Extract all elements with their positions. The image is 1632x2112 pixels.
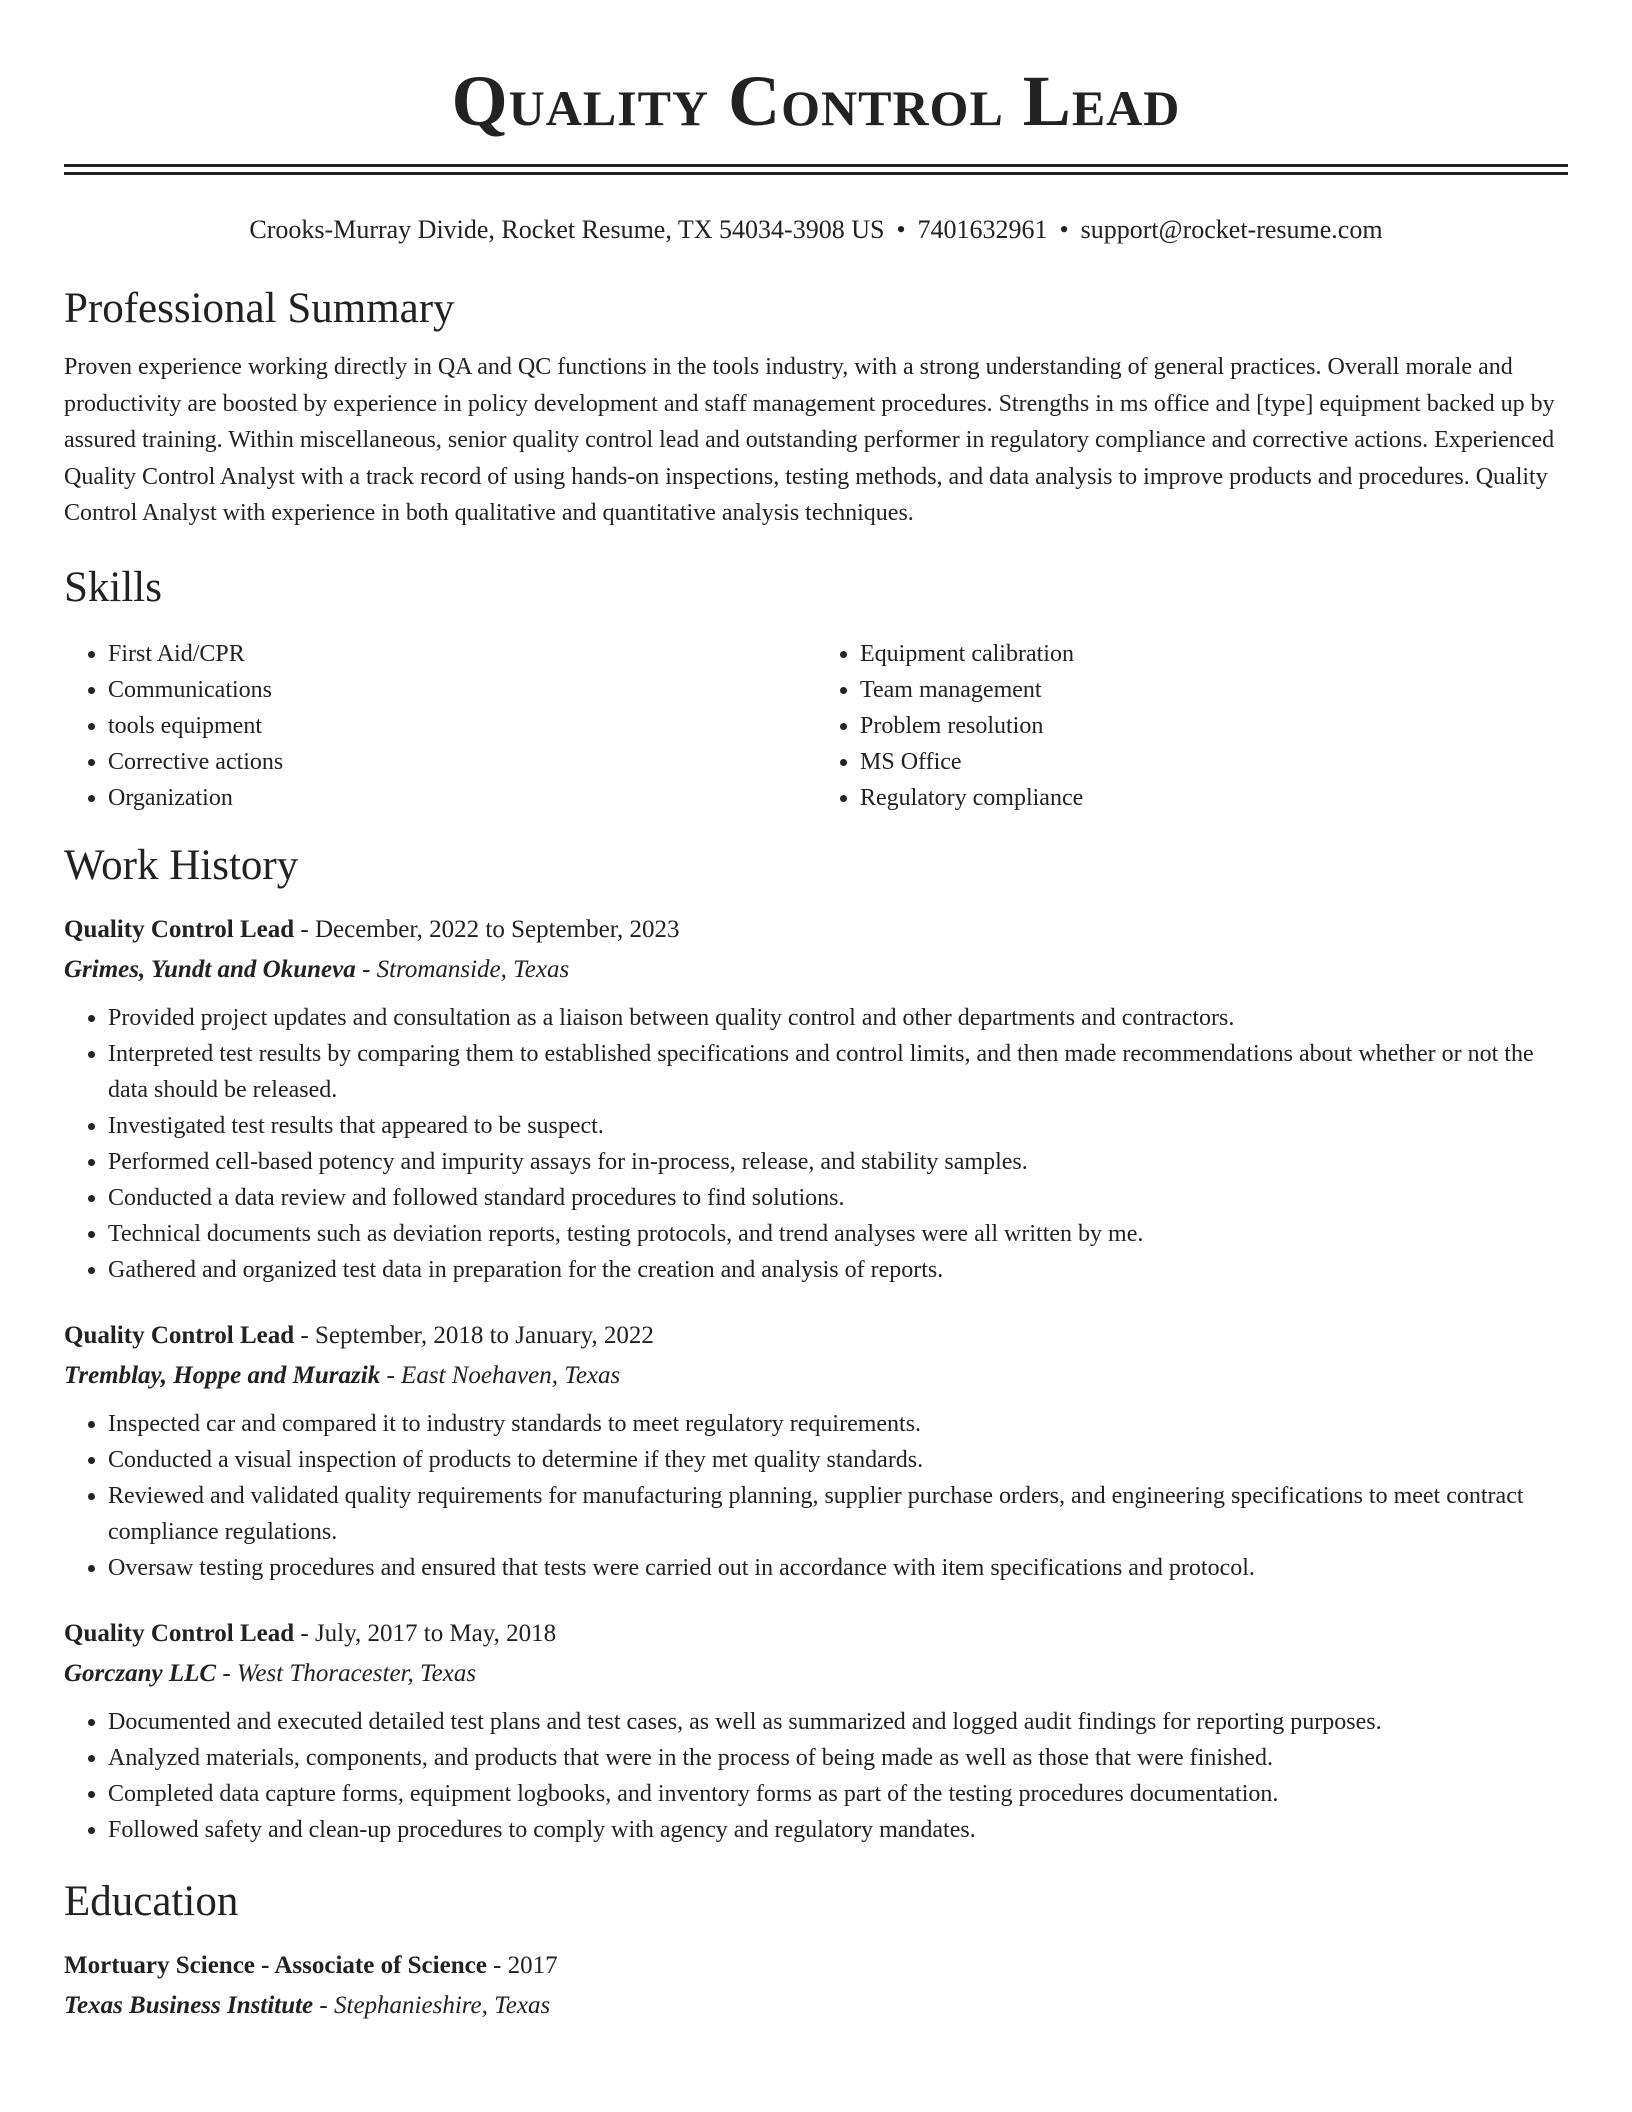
skill-item: • First Aid/CPR: [108, 636, 816, 672]
job-bullet: • Documented and executed detailed test plans and test cases, as well as summarized and logged audit findings for reporting purposes.: [108, 1704, 1568, 1740]
job-company-line: Tremblay, Hoppe and Murazik - East Noehaven, Texas: [64, 1361, 621, 1389]
job-bullets: [64, 1000, 1568, 1288]
job-bullet: • Conducted a data review and followed standard procedures to find solutions.: [108, 1180, 1568, 1216]
job-company-line: Grimes, Yundt and Okuneva - Stromanside, Texas: [64, 955, 570, 983]
skills-list: [64, 636, 1568, 816]
work-history-heading: Work History: [64, 841, 299, 889]
contact-address: Crooks-Murray Divide, Rocket Resume, TX 54034-3908 US: [249, 215, 885, 244]
skills-column-left: [64, 636, 816, 816]
job-location: Stromanside, Texas: [376, 955, 570, 983]
skills-heading: Skills: [64, 563, 162, 611]
job-title-line: Quality Control Lead - July, 2017 to May, 2018: [64, 1619, 557, 1647]
skill-item: • Organization: [108, 780, 816, 816]
job-title: Quality Control Lead: [64, 915, 295, 943]
job-bullet: • Oversaw testing procedures and ensured that tests were carried out in accordance with item specifications and protocol.: [108, 1550, 1568, 1586]
job-company: Tremblay, Hoppe and Murazik: [64, 1361, 381, 1389]
job-location: East Noehaven, Texas: [401, 1361, 621, 1389]
job-bullets: [64, 1704, 1568, 1848]
job-title: Quality Control Lead: [64, 1321, 295, 1349]
education-heading: Education: [64, 1877, 239, 1925]
contact-phone: 7401632961: [917, 215, 1048, 244]
job-title-line: Quality Control Lead - September, 2018 to January, 2022: [64, 1321, 654, 1349]
contact-separator: •: [1059, 215, 1069, 244]
job-title-line: Quality Control Lead - December, 2022 to September, 2023: [64, 915, 680, 943]
job-entry: [64, 910, 1568, 1288]
job-company: Gorczany LLC: [64, 1659, 217, 1687]
summary-text: Proven experience working directly in QA and QC functions in the tools industry, with a strong understanding of general practices. Overall morale and productivity are boosted by experience in policy development and staff management procedures. Strengths in ms office and [type] equipment backed up by assured training. Within miscellaneous, senior quality control lead and outstanding performer in regulatory compliance and corrective actions. Experienced Quality Control Analyst with a track record of using hands-on inspections, testing methods, and data analysis to improve products and procedures. Quality Control Analyst with experience in both qualitative and quantitative analysis techniques.: [64, 354, 1555, 526]
education-entry: [64, 1946, 1568, 2026]
education-school-line: Texas Business Institute - Stephanieshire, Texas: [64, 1991, 551, 2019]
job-company: Grimes, Yundt and Okuneva: [64, 955, 356, 983]
skill-item: • Equipment calibration: [860, 636, 1568, 672]
skill-item: • MS Office: [860, 744, 1568, 780]
skill-item: • tools equipment: [108, 708, 816, 744]
job-location: West Thoracester, Texas: [236, 1659, 477, 1687]
job-dates: September, 2018 to January, 2022: [314, 1321, 654, 1349]
skill-item: • Corrective actions: [108, 744, 816, 780]
education-degree-line: Mortuary Science - Associate of Science - 2017: [64, 1951, 558, 1979]
resume-name: Quality Control Lead: [451, 61, 1181, 141]
skill-item: • Communications: [108, 672, 816, 708]
contact-separator: •: [896, 215, 906, 244]
job-entry: [64, 1614, 1568, 1848]
job-dates: July, 2017 to May, 2018: [314, 1619, 557, 1647]
job-bullet: • Conducted a visual inspection of products to determine if they met quality standards.: [108, 1442, 1568, 1478]
skills-column-right: [816, 636, 1568, 816]
skill-item: • Regulatory compliance: [860, 780, 1568, 816]
education-location: Stephanieshire, Texas: [334, 1991, 551, 2019]
education-year: 2017: [507, 1951, 558, 1979]
job-bullet: • Technical documents such as deviation reports, testing protocols, and trend analyses were all written by me.: [108, 1216, 1568, 1252]
job-bullet: • Performed cell-based potency and impurity assays for in-process, release, and stability samples.: [108, 1144, 1568, 1180]
contact-email: support@rocket-resume.com: [1080, 215, 1383, 244]
education-degree: Mortuary Science - Associate of Science: [64, 1951, 487, 1979]
skill-item: • Problem resolution: [860, 708, 1568, 744]
job-bullet: • Analyzed materials, components, and products that were in the process of being made as well as those that were finished.: [108, 1740, 1568, 1776]
job-bullet: • Inspected car and compared it to industry standards to meet regulatory requirements.: [108, 1406, 1568, 1442]
job-bullet: • Provided project updates and consultation as a liaison between quality control and other departments and contractors.: [108, 1000, 1568, 1036]
job-bullet: • Gathered and organized test data in preparation for the creation and analysis of reports.: [108, 1252, 1568, 1288]
job-bullet: • Investigated test results that appeared to be suspect.: [108, 1108, 1568, 1144]
education-school: Texas Business Institute: [64, 1991, 314, 2019]
job-bullets: [64, 1406, 1568, 1586]
job-bullet: • Followed safety and clean-up procedures to comply with agency and regulatory mandates.: [108, 1812, 1568, 1848]
skill-item: • Team management: [860, 672, 1568, 708]
job-company-line: Gorczany LLC - West Thoracester, Texas: [64, 1659, 477, 1687]
job-dates: December, 2022 to September, 2023: [314, 915, 680, 943]
summary-heading: Professional Summary: [64, 285, 455, 332]
job-bullet: • Interpreted test results by comparing them to established specifications and control limits, and then made recommendations about whether or not the data should be released.: [108, 1036, 1568, 1108]
header-double-rule: [64, 164, 1568, 175]
contact-line: [64, 213, 1568, 247]
job-title: Quality Control Lead: [64, 1619, 295, 1647]
job-entry: [64, 1316, 1568, 1586]
job-bullet: • Completed data capture forms, equipment logbooks, and inventory forms as part of the testing procedures documentation.: [108, 1776, 1568, 1812]
job-bullet: • Reviewed and validated quality requirements for manufacturing planning, supplier purchase orders, and engineering specifications to meet contract compliance regulations.: [108, 1478, 1568, 1550]
